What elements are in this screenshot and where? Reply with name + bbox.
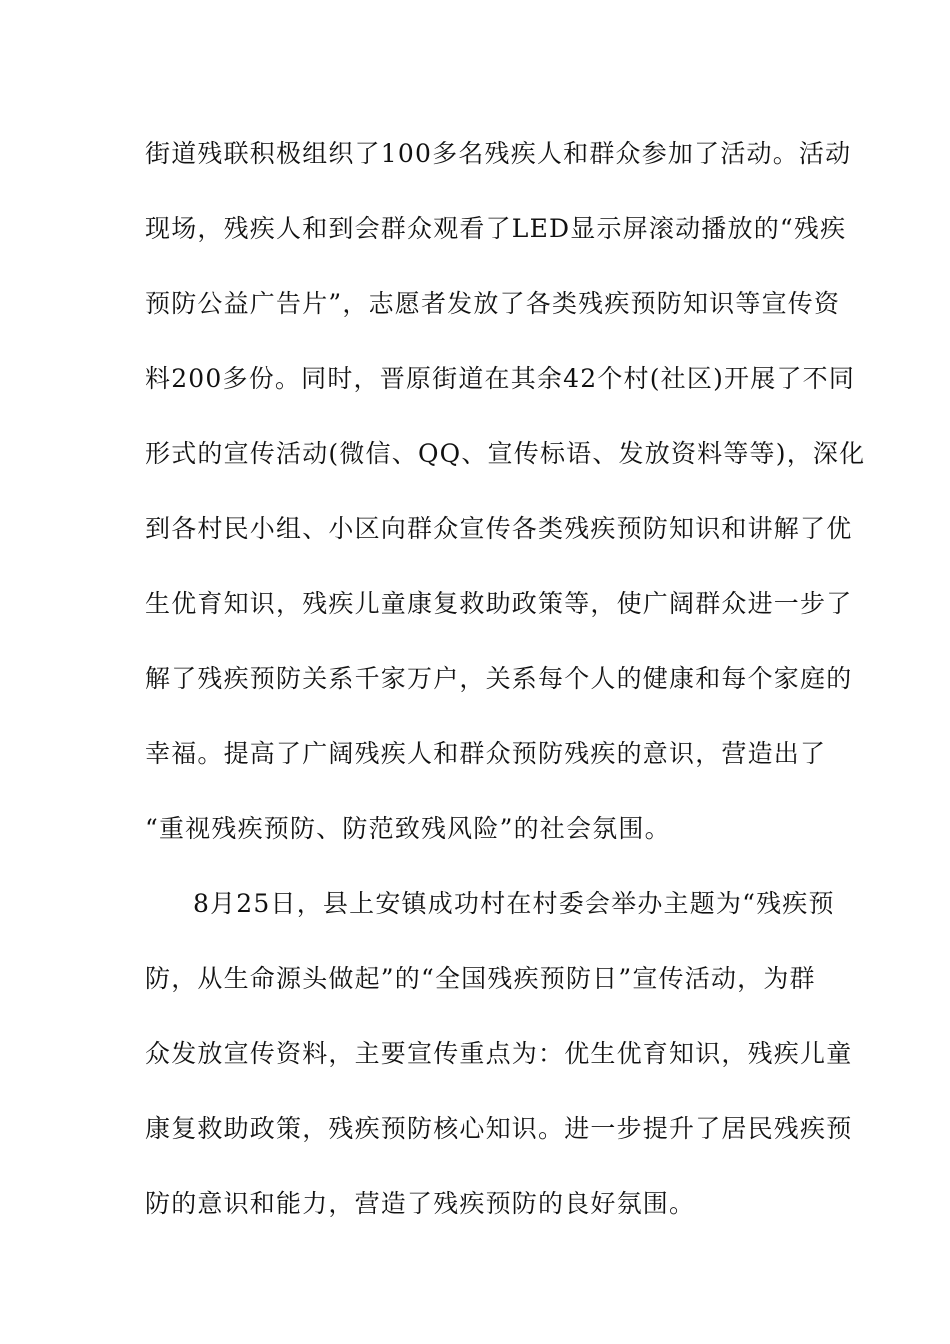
paragraph-line: 解了残疾预防关系千家万户，关系每个人的健康和每个家庭的 bbox=[145, 664, 853, 693]
paragraph-line: 康复救助政策，残疾预防核心知识。进一步提升了居民残疾预 bbox=[145, 1114, 853, 1143]
paragraph-line: 形式的宣传活动(微信、QQ、宣传标语、发放资料等等)，深化 bbox=[145, 439, 866, 468]
paragraph-line: 料200多份。同时，晋原街道在其余42个村(社区)开展了不同 bbox=[145, 364, 856, 393]
paragraph-line: 生优育知识，残疾儿童康复救助政策等，使广阔群众进一步了 bbox=[145, 589, 853, 618]
paragraph-line: “重视残疾预防、防范致残风险”的社会氛围。 bbox=[145, 814, 671, 843]
paragraph-line: 现场，残疾人和到会群众观看了LED显示屏滚动播放的“残疾 bbox=[145, 214, 847, 243]
paragraph-line: 到各村民小组、小区向群众宣传各类残疾预防知识和讲解了优 bbox=[145, 514, 853, 543]
paragraph-line: 预防公益广告片”，志愿者发放了各类残疾预防知识等宣传资 bbox=[145, 289, 841, 318]
paragraph-line: 幸福。提高了广阔残疾人和群众预防残疾的意识，营造出了 bbox=[145, 739, 827, 768]
paragraph-line: 防的意识和能力，营造了残疾预防的良好氛围。 bbox=[145, 1189, 696, 1218]
paragraph-line: 防，从生命源头做起”的“全国残疾预防日”宣传活动，为群 bbox=[145, 964, 816, 993]
paragraph-line: 众发放宣传资料，主要宣传重点为：优生优育知识，残疾儿童 bbox=[145, 1039, 853, 1068]
paragraph-line: 街道残联积极组织了100多名残疾人和群众参加了活动。活动 bbox=[145, 139, 852, 168]
paragraph-line: 8月25日，县上安镇成功村在村委会举办主题为“残疾预 bbox=[193, 889, 835, 918]
